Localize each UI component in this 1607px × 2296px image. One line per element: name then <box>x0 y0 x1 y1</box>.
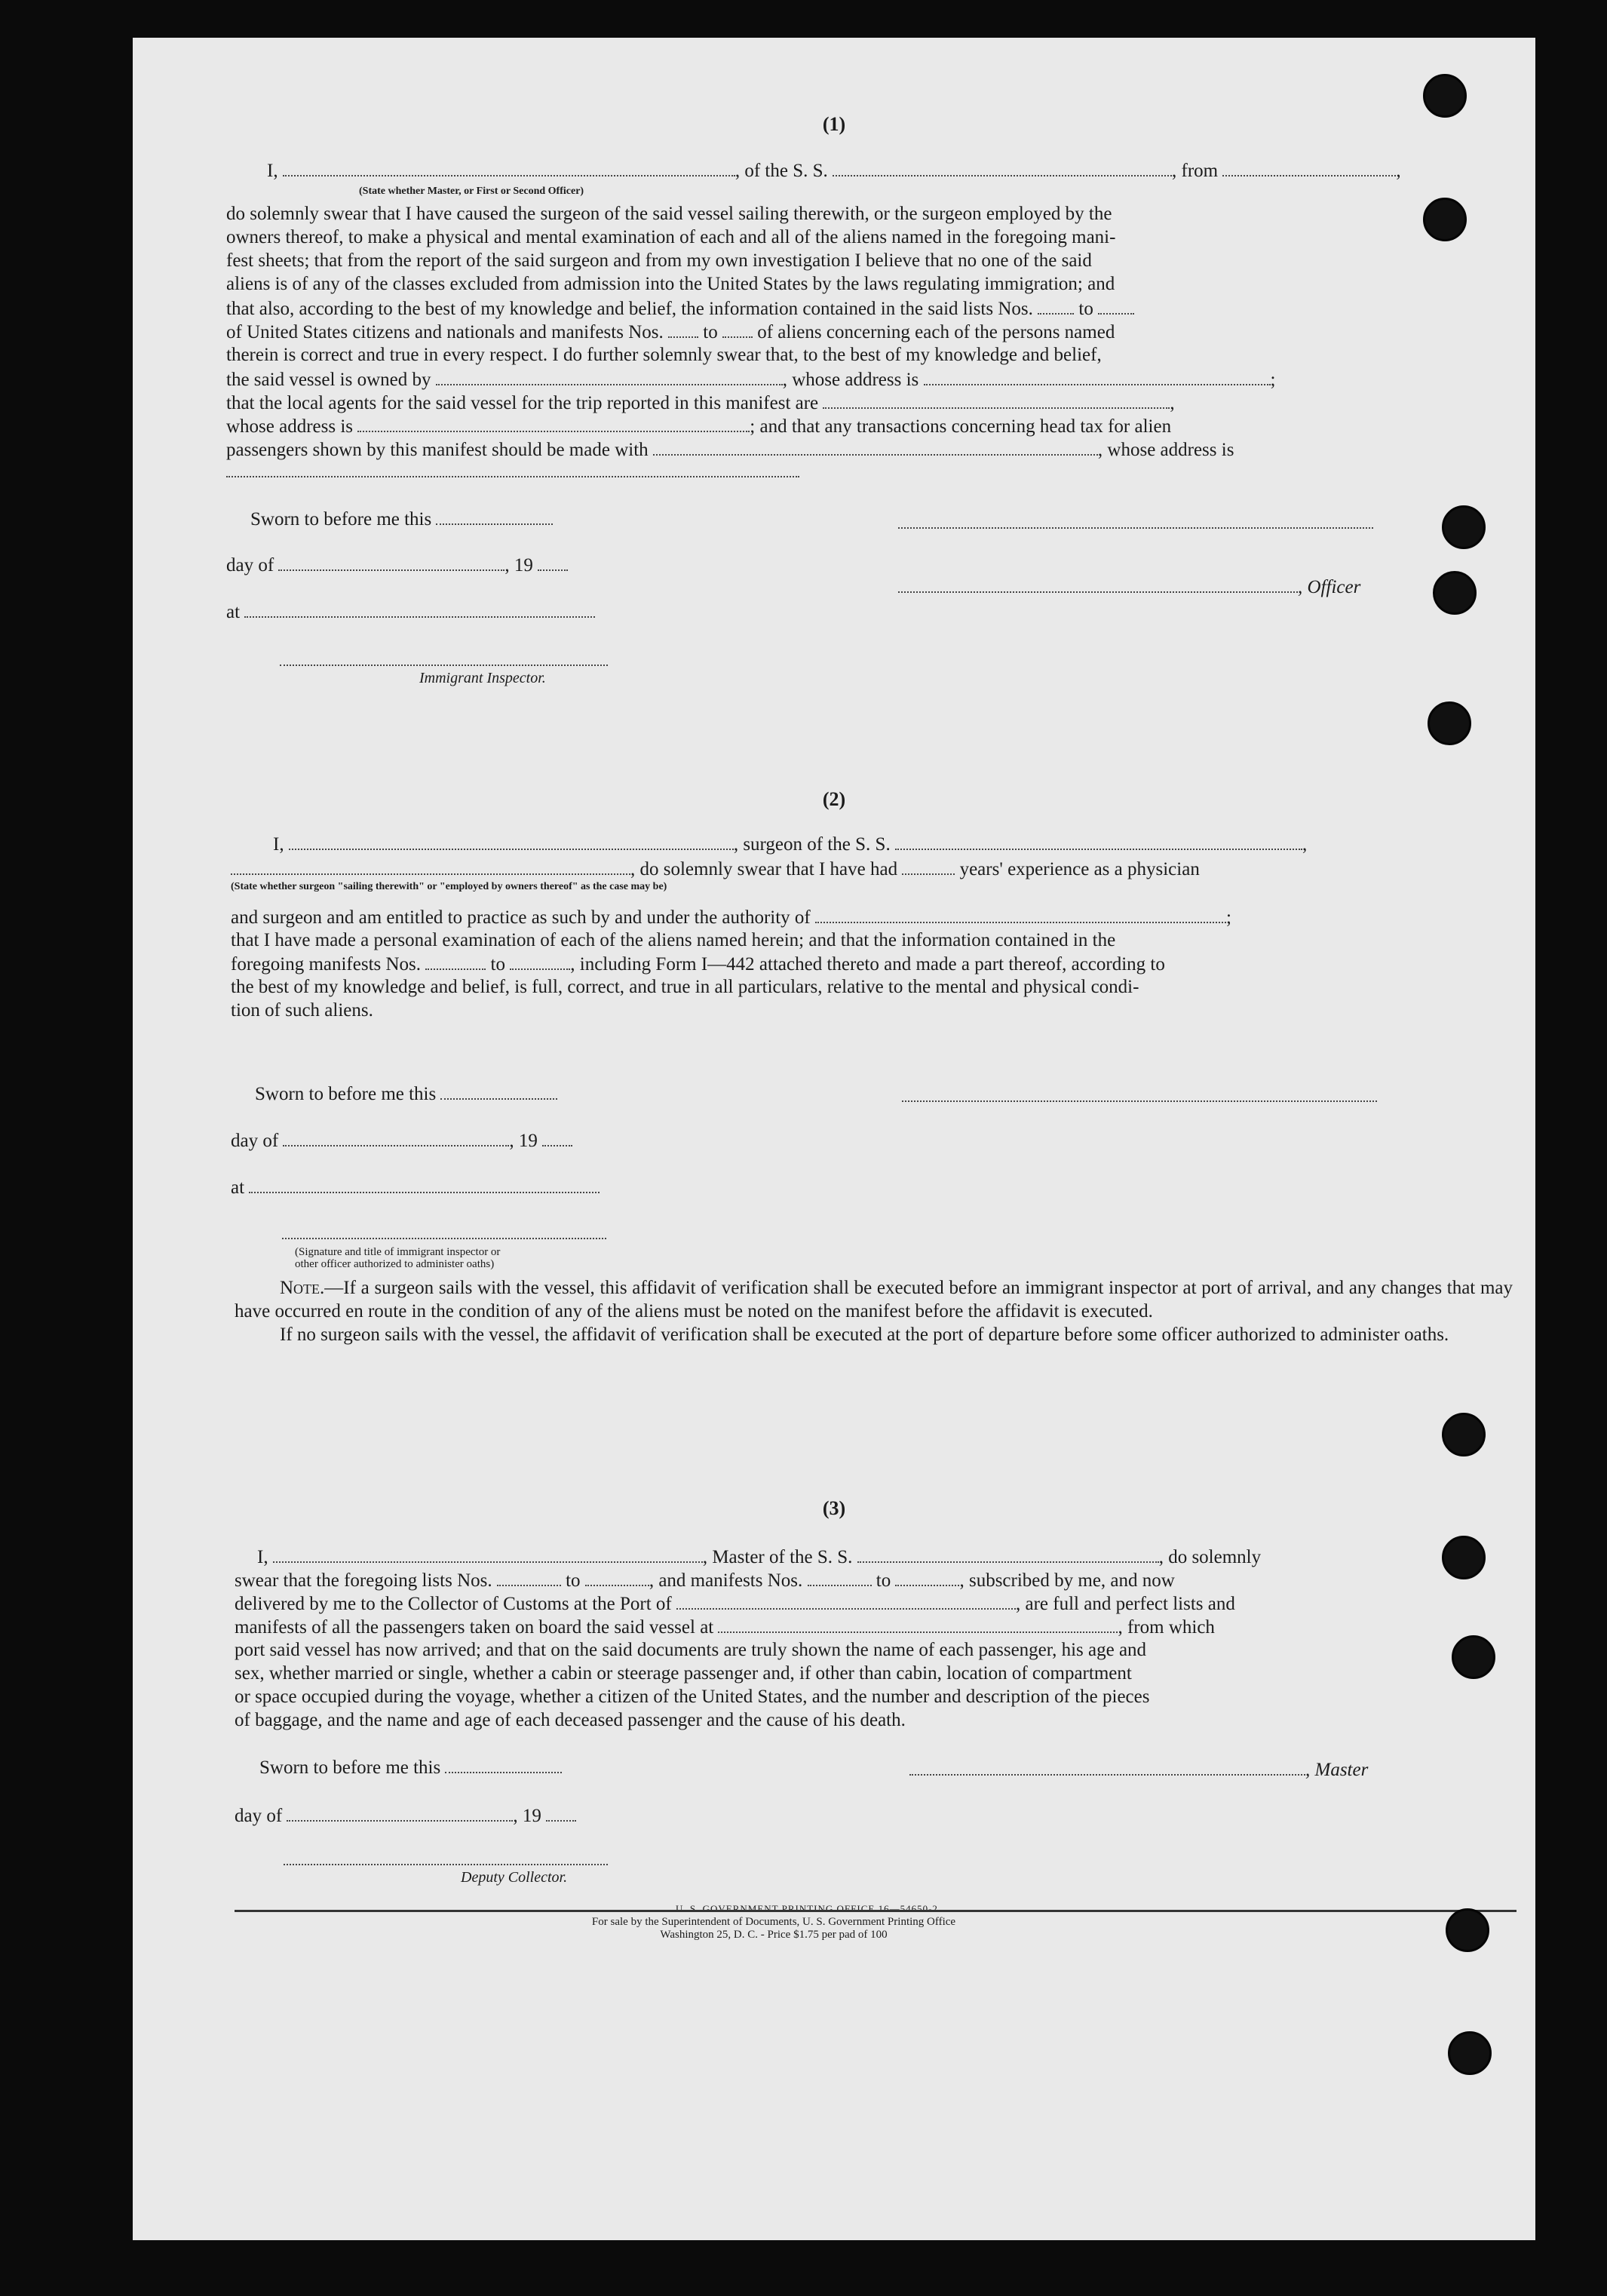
swear-label: swear that the foregoing lists Nos. <box>235 1570 492 1591</box>
body-line: sex, whether married or single, whether a cabin or steerage passenger and, if other than cabin, location of compartment <box>235 1663 1132 1684</box>
full-lists-label: , are full and perfect lists and <box>1016 1594 1235 1614</box>
note-block <box>235 1276 1513 1346</box>
section-2-line2 <box>231 857 1200 880</box>
officer-title-field[interactable] <box>898 575 1298 593</box>
year-field-2[interactable] <box>542 1128 572 1146</box>
sworn-label: Sworn to before me this <box>250 509 432 529</box>
day-of-label: day of <box>226 555 274 576</box>
section-1-line1: I, , of the S. S. , from , <box>267 158 1401 182</box>
passengers-line <box>226 437 1234 461</box>
section-1-citizens-line <box>226 320 1115 343</box>
form-label: , including Form I—442 attached thereto and made a part thereof, according to <box>570 954 1165 975</box>
to-label: to <box>703 322 718 342</box>
note-paragraph <box>235 1276 1513 1323</box>
manifests-to-field-2[interactable] <box>510 952 570 970</box>
owned-by-label: the said vessel is owned by <box>226 370 431 390</box>
lists-to-field-3[interactable] <box>585 1568 649 1586</box>
head-tax-contact-field[interactable] <box>653 437 1098 456</box>
swear-label: , do solemnly swear that I have had <box>630 859 898 879</box>
section-3-number: (3) <box>822 1497 846 1519</box>
year-label: , 19 <box>509 1131 538 1151</box>
section-1-correct <box>226 343 1508 367</box>
sworn-day-field-2[interactable] <box>440 1082 557 1100</box>
body-line: of baggage, and the name and age of each deceased passenger and the cause of his death. <box>235 1710 906 1730</box>
lists-nos-label: that also, according to the best of my knowledge and belief, the information contained in the said lists Nos. <box>226 299 1033 319</box>
section-3-line1 <box>257 1545 1261 1568</box>
section-2-i: I, <box>273 834 284 855</box>
master-label: , Master <box>1305 1760 1369 1780</box>
section-2-body <box>231 975 1513 1022</box>
passengers-label: passengers shown by this manifest should be made with <box>226 440 649 460</box>
at-label: at <box>231 1177 245 1198</box>
at-line-1 <box>226 600 595 623</box>
years-field[interactable] <box>902 857 955 875</box>
years-label: years' experience as a physician <box>959 859 1200 879</box>
sale-line-1: For sale by the Superintendent of Documents, U. S. Government Printing Office <box>591 1916 956 1928</box>
sworn-day-field[interactable] <box>436 507 553 525</box>
day-of-line-3 <box>235 1803 576 1827</box>
section-1-body <box>226 202 1508 296</box>
inspector-signature-line-2[interactable] <box>282 1237 606 1239</box>
vessel-name-field[interactable] <box>833 158 1172 176</box>
surgeon-name-field[interactable] <box>289 832 734 850</box>
body-line: do solemnly swear that I have caused the surgeon of the said vessel sailing therewith, or the surgeon employed by the <box>226 204 1112 224</box>
citizens-label: of United States citizens and nationals and manifests Nos. <box>226 322 664 342</box>
master-of-ss-label: , Master of the S. S. <box>702 1547 853 1567</box>
master-name-field[interactable] <box>273 1545 703 1563</box>
manifests-from-field-3[interactable] <box>808 1568 872 1586</box>
sig-caption-1: (Signature and title of immigrant inspector or <box>295 1246 501 1258</box>
punch-hole <box>1446 1908 1489 1952</box>
surgeon-of-ss-label: , surgeon of the S. S. <box>733 834 891 855</box>
to-label: to <box>566 1570 581 1591</box>
examination-line <box>231 929 1513 952</box>
lists-to-field[interactable] <box>1098 296 1134 315</box>
body-line: therein is correct and true in every respect. I do further solemnly swear that, to the best of my knowledge and belief, <box>226 345 1102 365</box>
punch-hole <box>1442 505 1486 549</box>
manifests-to-field-3[interactable] <box>895 1568 959 1586</box>
of-ss-label: , of the S. S. <box>734 161 828 181</box>
vessel-name-field-3[interactable] <box>857 1545 1159 1563</box>
master-line <box>909 1757 1368 1781</box>
body-line: that I have made a personal examination of each of the aliens named herein; and that the information contained in the <box>231 930 1116 950</box>
sale-notice <box>434 1916 1113 1941</box>
from-which-label: , from which <box>1118 1617 1215 1638</box>
body-line: owners thereof, to make a physical and mental examination of each and all of the aliens named in the foregoing mani- <box>226 227 1116 247</box>
continuation-line[interactable] <box>226 475 799 477</box>
subscribed-label: , subscribed by me, and now <box>959 1570 1175 1591</box>
day-of-label: day of <box>231 1131 279 1151</box>
port-field[interactable] <box>676 1592 1016 1610</box>
officer-label: , Officer <box>1298 577 1361 597</box>
officer-name-field[interactable] <box>283 158 735 176</box>
to-label: to <box>490 954 505 975</box>
head-tax-label: ; and that any transactions concerning head tax for alien <box>750 416 1172 437</box>
to-label: to <box>876 1570 891 1591</box>
section-3-body <box>235 1638 1517 1732</box>
punch-hole <box>1428 701 1471 745</box>
day-of-line-1 <box>226 553 568 576</box>
body-line: the best of my knowledge and belief, is full, correct, and true in all particulars, relative to the mental and physical condi- <box>231 977 1139 997</box>
year-field-3[interactable] <box>546 1803 576 1822</box>
local-agents-label: that the local agents for the said vessel for the trip reported in this manifest are <box>226 393 819 413</box>
to-label: to <box>1078 299 1093 319</box>
month-field-2[interactable] <box>283 1128 509 1146</box>
manifests-label: foregoing manifests Nos. <box>231 954 422 975</box>
whose-address-label: whose address is <box>226 416 354 437</box>
sworn-label: Sworn to before me this <box>259 1757 441 1778</box>
punch-hole <box>1442 1413 1486 1456</box>
sworn-line-1 <box>250 507 553 530</box>
day-of-line-2 <box>231 1128 572 1152</box>
body-line: aliens is of any of the classes excluded from admission into the United States by the laws regulating immigration; and <box>226 274 1115 294</box>
manifests-line <box>231 952 1165 975</box>
master-signature-field[interactable] <box>909 1757 1305 1776</box>
punch-hole <box>1452 1635 1495 1679</box>
whose-address-label: , whose address is <box>782 370 919 390</box>
collector-caption: Deputy Collector. <box>461 1869 568 1886</box>
owner-field[interactable] <box>436 367 783 385</box>
body-line: fest sheets; that from the report of the said surgeon and from my own investigation I believe that no one of the said <box>226 250 1092 271</box>
section-1-i: I, <box>267 161 278 181</box>
section-3-i: I, <box>257 1547 268 1567</box>
month-field-3[interactable] <box>287 1803 513 1822</box>
officer-line <box>898 575 1360 598</box>
year-field[interactable] <box>538 553 568 571</box>
sale-line-2: Washington 25, D. C. - Price $1.75 per pad of 100 <box>660 1929 888 1941</box>
section-2-line1: I, , surgeon of the S. S. , <box>273 832 1307 855</box>
note-text: —If a surgeon sails with the vessel, this affidavit of verification shall be executed before an immigrant inspector at port of arrival, and any changes that may have occurred en route in the condition of any of the aliens must be noted on the manifest before the affidavit is executed. <box>235 1278 1513 1321</box>
manifests-label: , and manifests Nos. <box>649 1570 803 1591</box>
solemnly-label: , do solemnly <box>1158 1547 1262 1567</box>
body-line: port said vessel has now arrived; and that on the said documents are truly shown the name of each passenger, his age and <box>235 1640 1147 1660</box>
agents-address-line <box>226 414 1171 437</box>
note-text-2: If no surgeon sails with the vessel, the affidavit of verification shall be executed at the port of departure before some officer authorized to administer oaths. <box>280 1324 1449 1345</box>
local-agents-field[interactable] <box>823 391 1170 409</box>
place-field[interactable] <box>244 600 595 618</box>
section-3-line3 <box>235 1592 1235 1615</box>
manifests-from-field-2[interactable] <box>425 952 486 970</box>
local-agents-line: that the local agents for the said vessel for the trip reported in this manifest are , <box>226 391 1175 414</box>
sig-caption-2: other officer authorized to administer oaths) <box>295 1258 495 1270</box>
agents-address-field[interactable] <box>357 414 750 432</box>
from-label: , from <box>1172 161 1219 181</box>
at-line-2 <box>231 1175 600 1199</box>
year-label: , 19 <box>513 1806 541 1826</box>
lists-from-field-3[interactable] <box>497 1568 561 1586</box>
surgeon-status-field[interactable] <box>231 857 630 875</box>
authority-field[interactable] <box>815 905 1226 923</box>
sworn-line-3 <box>259 1755 562 1779</box>
owner-address-field[interactable] <box>924 367 1271 385</box>
note-label: Note. <box>280 1278 325 1298</box>
punch-hole <box>1423 198 1467 241</box>
section-1-number: (1) <box>822 113 846 135</box>
vessel-name-field-2[interactable] <box>895 832 1302 850</box>
owned-by-line: the said vessel is owned by , whose address is ; <box>226 367 1275 391</box>
surgeon-caption: (State whether surgeon "sailing therewith" or "employed by owners thereof" as the case may be) <box>231 881 667 892</box>
day-of-label: day of <box>235 1806 283 1826</box>
delivered-label: delivered by me to the Collector of Customs at the Port of <box>235 1594 672 1614</box>
whose-address-label: , whose address is <box>1097 440 1234 460</box>
punch-hole <box>1433 571 1477 615</box>
month-field[interactable] <box>278 553 504 571</box>
sworn-label: Sworn to before me this <box>255 1084 437 1104</box>
manifests-all-label: manifests of all the passengers taken on board the said vessel at <box>235 1617 714 1638</box>
section-3-line2 <box>235 1568 1175 1592</box>
section-2-number: (2) <box>822 788 846 810</box>
collector-signature-line[interactable] <box>284 1863 608 1865</box>
officer-signature-line[interactable] <box>898 526 1373 529</box>
manifests-from-field[interactable] <box>668 320 698 338</box>
section-1-lists-line <box>226 296 1134 320</box>
departure-port-field[interactable] <box>718 1615 1118 1633</box>
lists-from-field[interactable] <box>1038 296 1074 315</box>
body-line: or space occupied during the voyage, whether a citizen of the United States, and the number and description of the pieces <box>235 1687 1150 1707</box>
authority-label: and surgeon and am entitled to practice as such by and under the authority of <box>231 907 811 928</box>
inspector-caption: Immigrant Inspector. <box>419 670 546 686</box>
gpo-imprint: U. S. GOVERNMENT PRINTING OFFICE 16—54650-2 <box>676 1903 938 1914</box>
officer-caption: (State whether Master, or First or Second Officer) <box>359 186 584 197</box>
inspector-signature-line[interactable] <box>280 664 608 666</box>
footer-rule <box>235 1910 1517 1912</box>
punch-hole <box>1448 2031 1492 2075</box>
sworn-day-field-3[interactable] <box>445 1755 562 1773</box>
at-label: at <box>226 602 241 622</box>
from-port-field[interactable] <box>1222 158 1396 176</box>
aliens-concerning-label: of aliens concerning each of the persons named <box>757 322 1115 342</box>
body-line: tion of such aliens. <box>231 1000 373 1021</box>
section-3-line4 <box>235 1615 1215 1638</box>
authority-line: and surgeon and am entitled to practice as such by and under the authority of ; <box>231 905 1231 929</box>
manifests-to-field[interactable] <box>722 320 753 338</box>
place-field-2[interactable] <box>249 1175 600 1193</box>
form-page <box>133 38 1535 2240</box>
surgeon-signature-line[interactable] <box>902 1100 1377 1102</box>
sworn-line-2 <box>255 1082 557 1105</box>
punch-hole <box>1423 74 1467 118</box>
year-label: , 19 <box>504 555 533 576</box>
punch-hole <box>1442 1536 1486 1579</box>
